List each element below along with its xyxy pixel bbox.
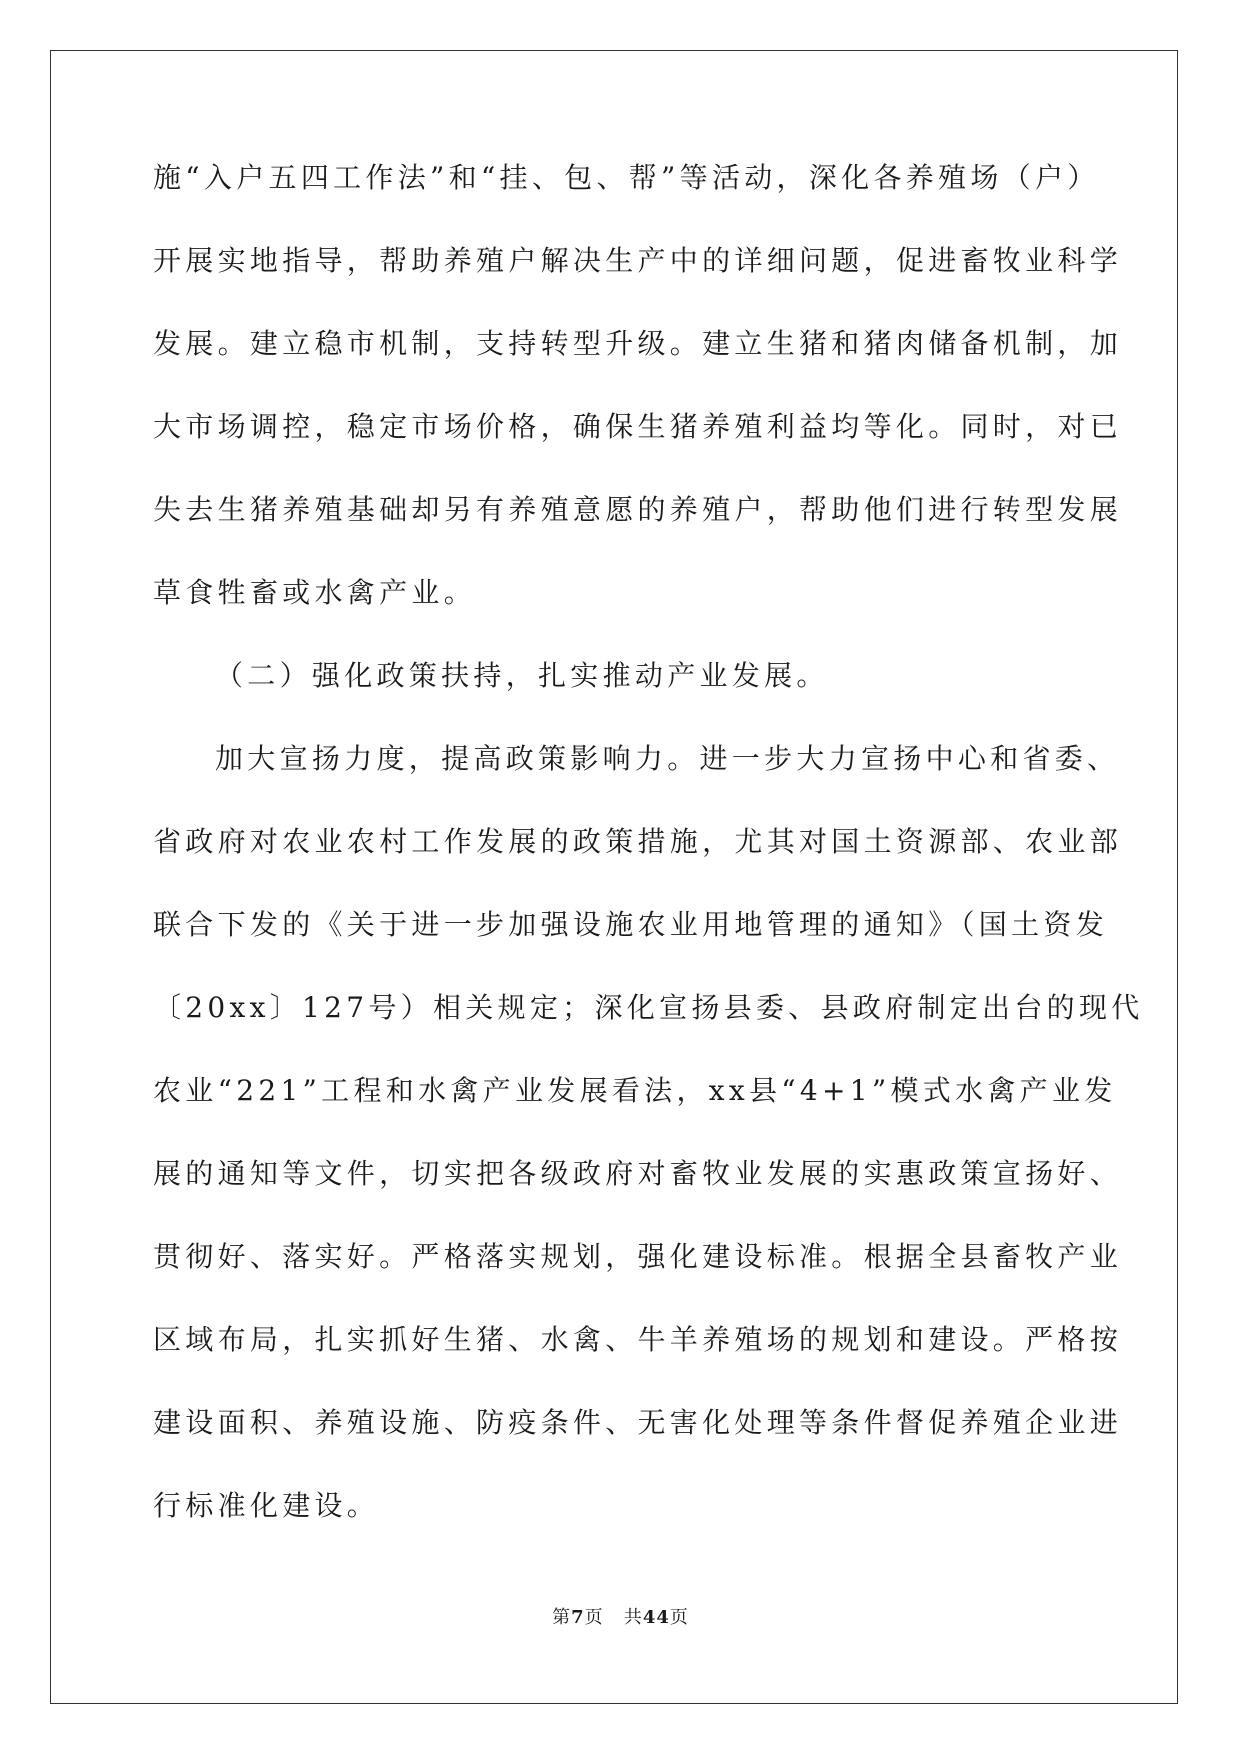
text-line: 〔20xx〕127号）相关规定；深化宣扬县委、县政府制定出台的现代 xyxy=(153,991,1144,1024)
total-suffix: 页 xyxy=(669,1607,689,1628)
total-pages: 44 xyxy=(642,1607,670,1628)
text-line: 省政府对农业农村工作发展的政策措施，尤其对国土资源部、农业部 xyxy=(153,825,1123,858)
text-line: 区域布局，扎实抓好生猪、水禽、牛羊养殖场的规划和建设。严格按 xyxy=(153,1323,1123,1356)
text-line: 大市场调控，稳定市场价格，确保生猪养殖利益均等化。同时，对已 xyxy=(153,410,1123,443)
text-line: 贯彻好、落实好。严格落实规划，强化建设标准。根据全县畜牧产业 xyxy=(153,1240,1123,1273)
text-line: 发展。建立稳市机制，支持转型升级。建立生猪和猪肉储备机制，加 xyxy=(153,327,1123,360)
text-line: 农业“221”工程和水禽产业发展看法，xx县“4+1”模式水禽产业发 xyxy=(153,1074,1117,1107)
text-line: 联合下发的《关于进一步加强设施农业用地管理的通知》（国土资发 xyxy=(153,908,1109,941)
text-line: 建设面积、养殖设施、防疫条件、无害化处理等条件督促养殖企业进 xyxy=(153,1406,1123,1439)
page-footer xyxy=(0,1603,1241,1629)
page-suffix: 页 xyxy=(584,1607,604,1628)
text-line: 施“入户五四工作法”和“挂、包、帮”等活动，深化各养殖场（户） xyxy=(153,161,1100,194)
text-line: 展的通知等文件，切实把各级政府对畜牧业发展的实惠政策宣扬好、 xyxy=(153,1157,1123,1190)
text-line: 失去生猪养殖基础却另有养殖意愿的养殖户，帮助他们进行转型发展 xyxy=(153,493,1123,526)
text-line: 行标准化建设。 xyxy=(153,1489,380,1522)
page-prefix: 第 xyxy=(552,1607,572,1628)
document-body xyxy=(153,158,1144,1569)
text-line: 草食牲畜或水禽产业。 xyxy=(153,576,477,609)
text-line: 加大宣扬力度，提高政策影响力。进一步大力宣扬中心和省委、 xyxy=(215,742,1120,775)
text-line: 开展实地指导，帮助养殖户解决生产中的详细问题，促进畜牧业科学 xyxy=(153,244,1123,277)
total-prefix: 共 xyxy=(623,1607,643,1628)
text-line: （二）强化政策扶持，扎实推动产业发展。 xyxy=(215,659,829,692)
page-number: 7 xyxy=(571,1607,585,1628)
